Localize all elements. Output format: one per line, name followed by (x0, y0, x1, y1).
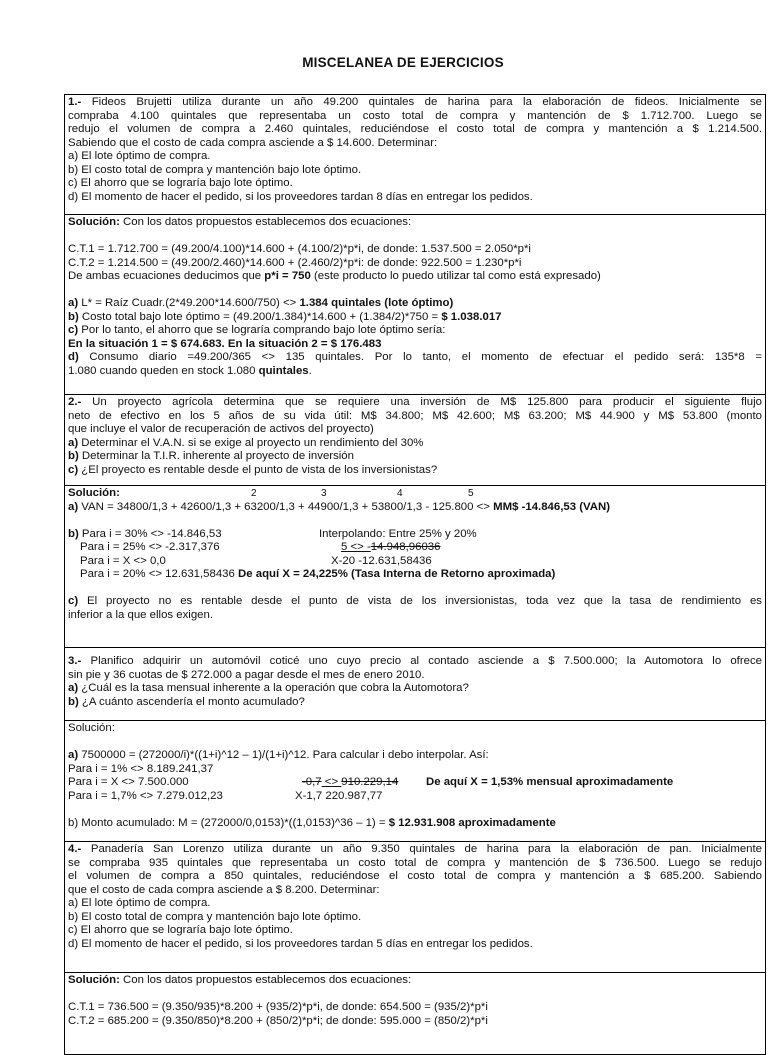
text: Fideos Brujetti utiliza durante un año 49.200 quintales de harina para la elaboración de fideos. Inicialmente se (81, 96, 762, 108)
exponent: 2 (251, 488, 257, 499)
text: ¿Cuál es la tasa mensual inherente a la operación que cobra la Automotora? (78, 682, 469, 695)
text: Interpolando: Entre 25% y 20% (319, 527, 477, 540)
text: b) Monto acumulado: M = (272000/0,0153)*((1,0153)^36 – 1) = (68, 816, 389, 829)
text: Un proyecto agrícola determina que se requiere una inversión de M$ 125.800 para producir el siguiente flujo (81, 396, 762, 408)
text: -0,7 (302, 776, 322, 789)
text: Para i = X <> 0,0 (80, 554, 166, 567)
item-label: a) (68, 500, 79, 513)
text: Para i = X <> 7.500.000 (68, 776, 189, 789)
text: Para i = 30% <> -14.846,53 (78, 527, 222, 540)
result: quintales (258, 365, 309, 378)
text: neto de efectivo en los 5 años de su vida útil: M$ 34.800; M$ 42.600; M$ 63.200; M$ 44.900 y M$ 53.800 (monto (68, 409, 762, 422)
equation-ct2: C.T.2 = 685.200 = (9.350/850)*8.200 + (850/2)*p*i; de donde: 595.000 = (850/2)*p*i (68, 1014, 488, 1027)
exercise-4-solution (64, 973, 766, 1055)
question-b: b) El costo total de compra y mantención bajo lote óptimo. (68, 910, 362, 923)
question-a: a) El lote óptimo de compra. (68, 150, 211, 163)
item-label: d) (68, 351, 79, 364)
equation-ct2: C.T.2 = 1.214.500 = (49.200/2.460)*14.600 + (2.460/2)*p*i: de donde: 922.500 = 1.230*p*i (68, 256, 522, 269)
item-label: c) (68, 595, 79, 608)
question-a: a) El lote óptimo de compra. (68, 897, 211, 910)
solution-label: Solución: (68, 487, 120, 499)
exercise-2-solution (64, 486, 766, 648)
text: 14.948,96036 (370, 541, 441, 554)
result: $ 1.038.017 (441, 310, 502, 323)
exercise-1-statement (64, 94, 766, 215)
text: <> (321, 776, 342, 789)
exponent: 4 (397, 488, 403, 499)
solution-label: Solución: (68, 974, 120, 986)
text: . (308, 365, 312, 378)
text: inferior a la que ellos exigen. (68, 608, 214, 621)
item-label: b) (68, 310, 79, 323)
exercise-number: 3.- (68, 655, 82, 667)
text: 1.080 cuando queden en stock 1.080 (68, 365, 259, 378)
result: En la situación 1 = $ 674.683. En la situación 2 = $ 176.483 (68, 337, 382, 350)
text: el volumen de compra a 850 quintales, reduciéndose el costo total de compra y mantención a $ 685.200. Sabiendo (68, 870, 762, 883)
question-d: d) El momento de hacer el pedido, si los proveedores tardan 5 días en entregar los pedidos. (68, 937, 533, 950)
text: El proyecto no es rentable desde el punto de vista de los inversionistas, toda vez que la tasa de rendimiento es (78, 595, 762, 608)
question-d: d) El momento de hacer el pedido, si los proveedores tardan 8 días en entregar los pedidos. (68, 190, 533, 203)
exponent: 3 (321, 488, 327, 499)
item-label: a) (68, 682, 79, 695)
text: L* = Raíz Cuadr.(2*49.200*14.600/750) <> (78, 297, 300, 310)
text: Panadería San Lorenzo utiliza durante un año 9.350 quintales de harina para la elaboración de pan. Inicialmente (81, 843, 762, 855)
item-label: a) (68, 297, 79, 310)
text: <> - (350, 541, 371, 554)
exercise-3-statement (64, 648, 766, 721)
document-title: MISCELANEA DE EJERCICIOS (302, 55, 504, 70)
result: $ 12.931.908 aproximadamente (388, 816, 556, 829)
exercise-number: 2.- (68, 396, 82, 408)
text: ¿El proyecto es rentable desde el punto de vista de los inversionistas? (78, 463, 438, 476)
text: Determinar el V.A.N. si se exige al proyecto un rendimiento del 30% (78, 436, 424, 449)
item-label: c) (68, 463, 79, 476)
exercise-4-statement (64, 842, 766, 973)
question-c: c) El ahorro que se lograría bajo lote óptimo. (68, 177, 293, 190)
result: De aquí X = 24,225% (Tasa Interna de Retorno aproximada) (238, 568, 556, 581)
exercise-number: 1.- (68, 96, 82, 108)
text: Con los datos propuestos establecemos dos ecuaciones: (119, 974, 412, 986)
text: Con los datos propuestos establecemos dos ecuaciones: (119, 216, 412, 228)
result: MM$ -14.846,53 (VAN) (493, 500, 610, 513)
text: Consumo diario =49.200/365 <> 135 quintales. Por lo tanto, el momento de efectuar el pedido será: 135*8 = (78, 351, 762, 364)
text: Planifico adquirir un automóvil coticé uno cuyo precio al contado asciende a $ 7.500.000; la Automotora lo ofrece (81, 655, 762, 667)
equation-van: VAN = 34800/1,3 + 42600/1,3 + 63200/1,3 + 44900/1,3 + 53800/1,3 - 125.800 <> (78, 500, 494, 513)
item-label: a) (68, 436, 79, 449)
result: De aquí X = 1,53% mensual aproximadamente (426, 776, 674, 789)
text: De ambas ecuaciones deducimos que (68, 270, 265, 283)
exercise-table (64, 94, 766, 1055)
question-c: c) El ahorro que se lograría bajo lote óptimo. (68, 924, 293, 937)
item-label: b) (68, 450, 79, 463)
text: 5 (341, 541, 348, 554)
text: X-20 -12.631,58436 (331, 554, 432, 567)
text: se compraba 935 quintales que representaba un costo total de compra y mantención de $ 736.500. Luego se redujo (68, 856, 762, 869)
text: ¿A cuánto ascendería el monto acumulado? (78, 695, 305, 708)
text: Para i = 20% <> 12.631,58436 (80, 568, 235, 581)
item-label: b) (68, 527, 79, 540)
exponent: 5 (468, 488, 474, 499)
text: Determinar la T.I.R. inherente al proyecto de inversión (78, 450, 354, 463)
exercise-3-solution (64, 721, 766, 842)
equation-ct1: C.T.1 = 1.712.700 = (49.200/4.100)*14.600 + (4.100/2)*p*i, de donde: 1.537.500 = 2.050*p*i (68, 243, 531, 256)
text: 7500000 = (272000/i)*((1+i)^12 – 1)/(1+i)^12. Para calcular i debo interpolar. Así: (78, 749, 489, 762)
exercise-1-solution (64, 215, 766, 395)
text: Para i = 1% <> 8.189.241,37 (68, 762, 214, 775)
solution-label: Solución: (68, 216, 120, 228)
text: sin pie y 36 cuotas de $ 272.000 a pagar desde el mes de enero 2010. (68, 668, 425, 681)
item-label: a) (68, 749, 79, 762)
highlight: p*i = 750 (264, 270, 311, 283)
text: 910.229,14 (341, 776, 399, 789)
text: que el costo de cada compra asciende a $ 8.200. Determinar: (68, 883, 380, 896)
exercise-2-statement (64, 395, 766, 486)
text: Por lo tanto, el ahorro que se lograría comprando bajo lote óptimo sería: (78, 324, 446, 337)
text: compraba 4.100 quintales que representaba un costo total de compra y mantención de $ 1.712.700. Luego se (68, 109, 762, 122)
item-label: c) (68, 324, 79, 337)
result: 1.384 quintales (lote óptimo) (299, 297, 454, 310)
text: redujo el volumen de compra a 2.460 quintales, reduciéndose el costo total de compra y mantención a $ 1.214.500. (68, 123, 762, 136)
text: que incluye el valor de recuperación de activos del proyecto) (68, 423, 374, 436)
text: (este producto lo puedo utilizar tal como está expresado) (310, 270, 601, 283)
exercise-number: 4.- (68, 843, 82, 855)
question-b: b) El costo total de compra y mantención bajo lote óptimo. (68, 163, 362, 176)
text: Sabiendo que el costo de cada compra asciende a $ 14.600. Determinar: (68, 136, 438, 149)
text: Costo total bajo lote óptimo = (49.200/1.384)*14.600 + (1.384/2)*750 = (78, 310, 442, 323)
text: Para i = 1,7% <> 7.279.012,23 (68, 789, 223, 802)
solution-label: Solución: (68, 722, 115, 734)
item-label: b) (68, 695, 79, 708)
text: X-1,7 220.987,77 (295, 789, 383, 802)
equation-ct1: C.T.1 = 736.500 = (9.350/935)*8.200 + (935/2)*p*i, de donde: 654.500 = (935/2)*p*i (68, 1001, 488, 1014)
text: Para i = 25% <> -2.317,376 (80, 541, 220, 554)
